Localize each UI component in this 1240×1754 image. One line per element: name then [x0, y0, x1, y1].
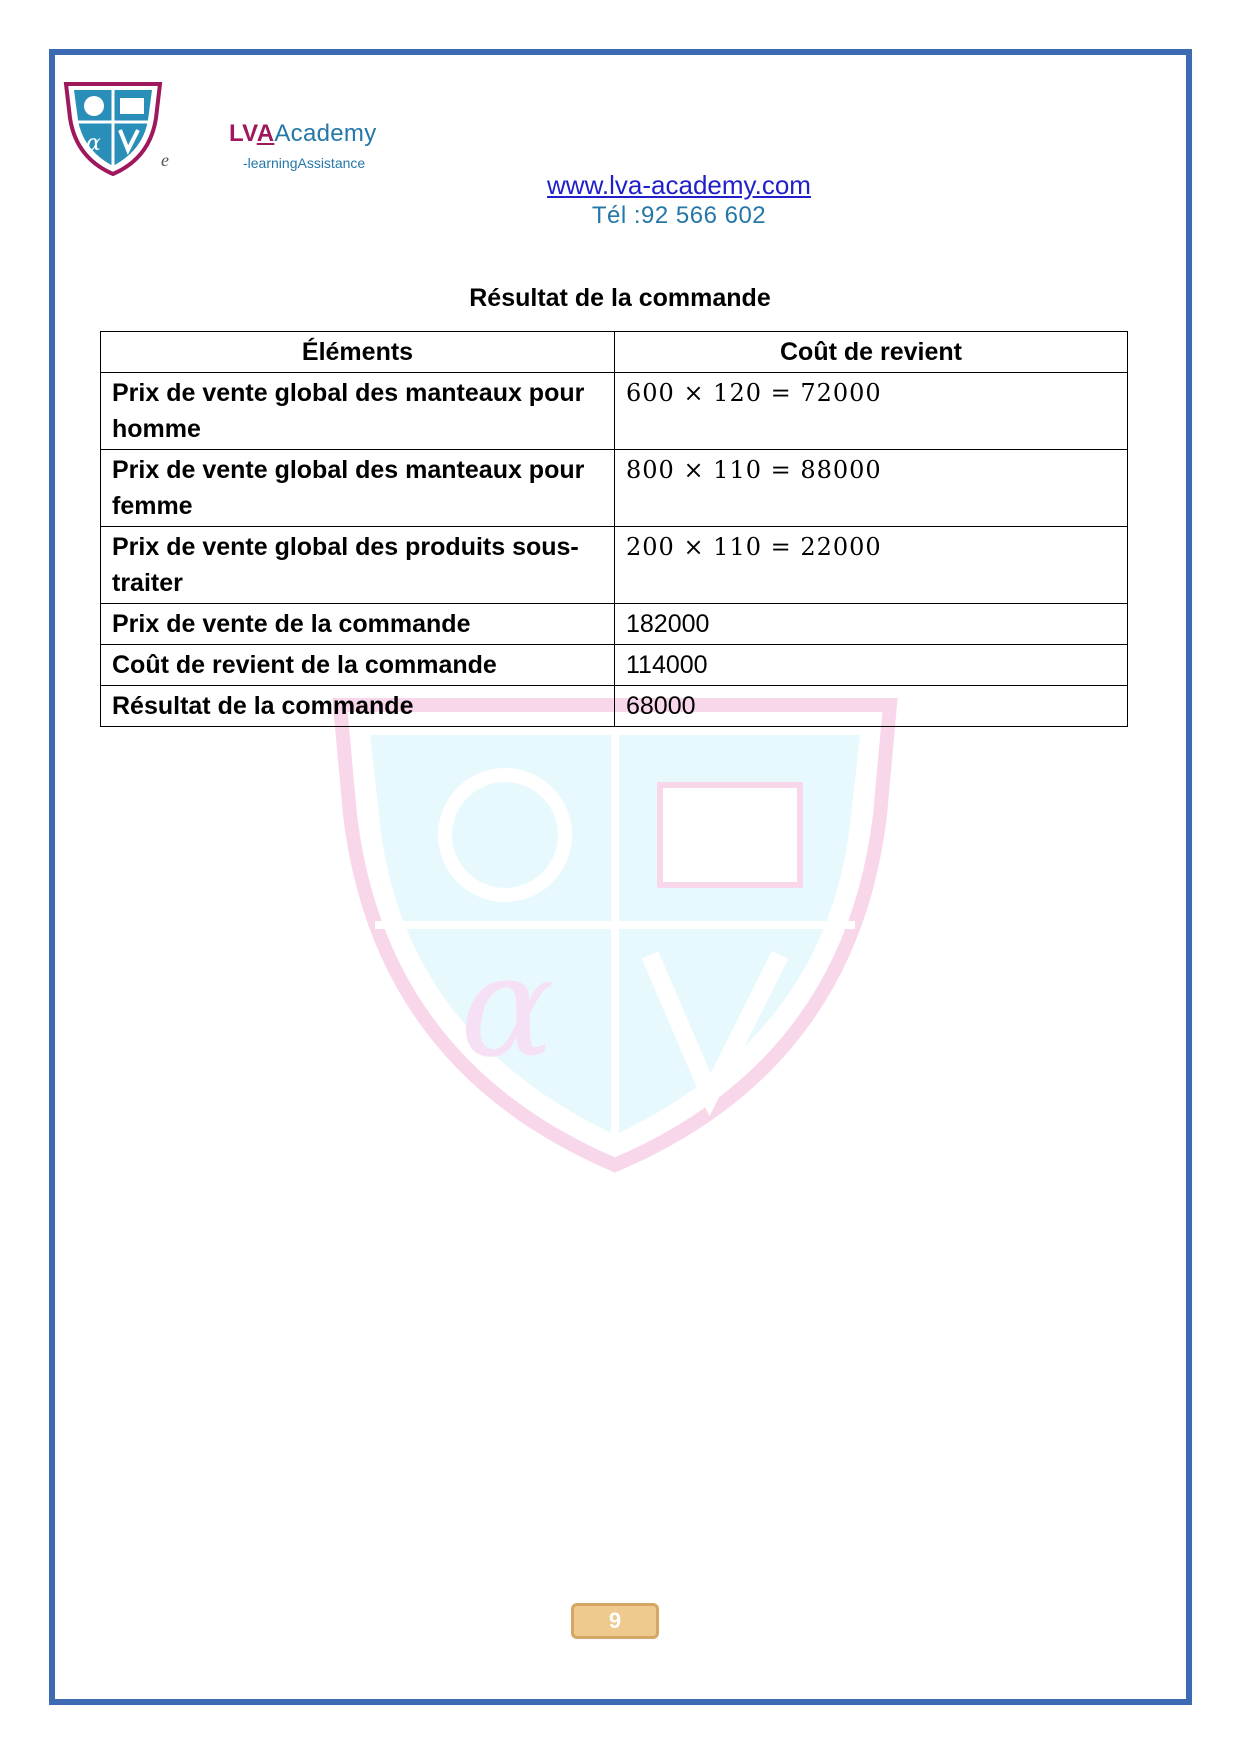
row-label: Prix de vente global des manteaux pour homme	[101, 373, 615, 450]
table-header-row	[101, 332, 1128, 373]
table-row	[101, 373, 1128, 450]
section-title: Résultat de la commande	[469, 284, 771, 312]
row-value: 182000	[615, 604, 1128, 645]
lva-shield-logo-icon	[58, 78, 168, 178]
shield-watermark-icon	[330, 695, 900, 1175]
svg-text:α: α	[460, 926, 555, 1089]
row-label: Prix de vente de la commande	[101, 604, 615, 645]
row-value: 200 × 110 = 22000	[615, 527, 1128, 604]
row-label: Résultat de la commande	[101, 686, 615, 727]
brand-lv: LV	[229, 120, 257, 147]
table-row	[101, 686, 1128, 727]
brand-tagline: -learningAssistance	[243, 155, 366, 171]
row-label: Coût de revient de la commande	[101, 645, 615, 686]
row-label: Prix de vente global des manteaux pour femme	[101, 450, 615, 527]
row-value: 68000	[615, 686, 1128, 727]
results-table	[100, 331, 1128, 727]
row-value: 600 × 120 = 72000	[615, 373, 1128, 450]
column-header-cout: Coût de revient	[615, 332, 1128, 373]
column-header-elements: Éléments	[101, 332, 615, 373]
brand-academy: Academy	[274, 120, 377, 147]
table-row	[101, 645, 1128, 686]
row-value: 800 × 110 = 88000	[615, 450, 1128, 527]
logo-e-letter: e	[161, 150, 169, 170]
table-row	[101, 527, 1128, 604]
row-value: 114000	[615, 645, 1128, 686]
row-label: Prix de vente global des produits sous-traiter	[101, 527, 615, 604]
page-number-badge: 9	[571, 1603, 659, 1639]
svg-text:α: α	[86, 131, 101, 156]
brand-name	[229, 120, 377, 148]
website-link[interactable]: www.lva-academy.com	[547, 170, 811, 200]
table-row	[101, 450, 1128, 527]
brand-va: A	[256, 120, 275, 147]
phone-number: Tél :92 566 602	[591, 202, 767, 229]
table-row	[101, 604, 1128, 645]
